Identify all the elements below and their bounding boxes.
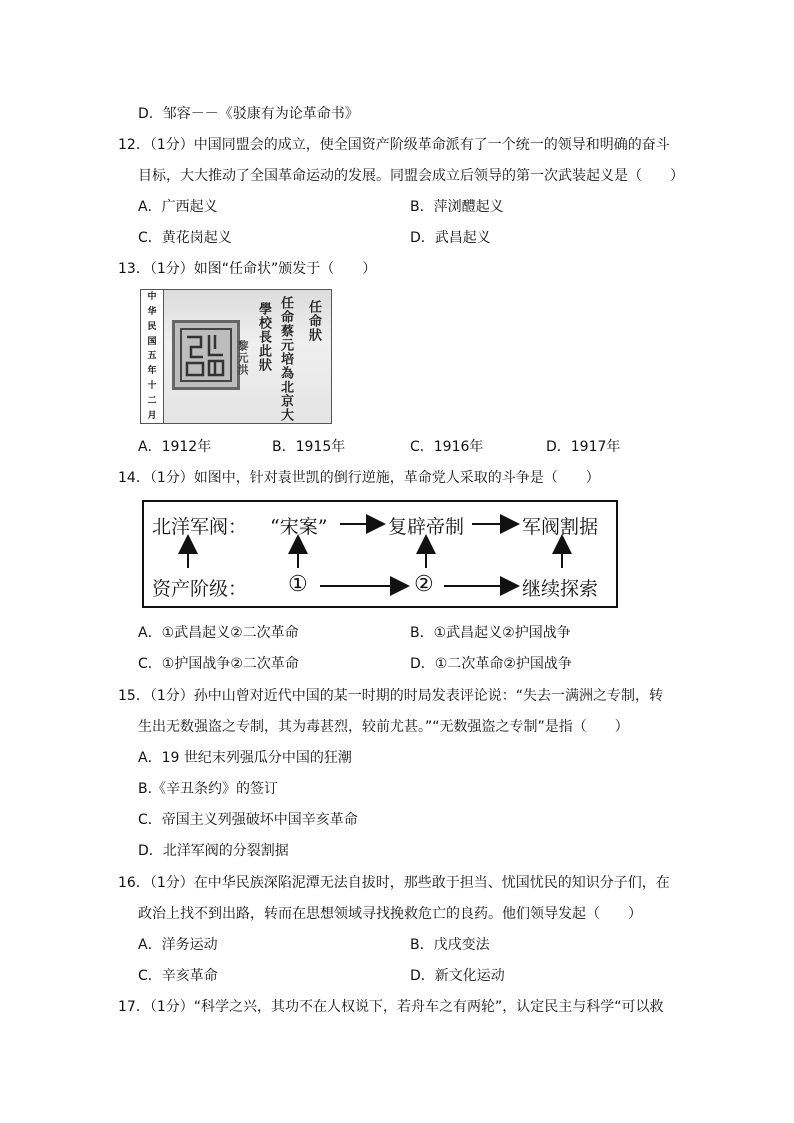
certificate-date-char: 民: [147, 321, 157, 332]
q12-option-b: B．萍浏醴起义: [410, 199, 504, 215]
certificate-date-char: 国: [147, 336, 157, 347]
q16-option-c: C．辛亥革命: [138, 968, 218, 984]
certificate-signature: 黎元洪: [236, 340, 249, 376]
q12-option-a: A．广西起义: [138, 199, 218, 215]
certificate-date-char: 中: [147, 292, 157, 303]
q13-option-d: D．1917年: [546, 439, 621, 455]
q13-option-b: B．1915年: [272, 439, 346, 455]
certificate-date-char: 二: [147, 395, 157, 406]
diagram-top-label: 北洋军阀：: [152, 516, 248, 538]
q12-option-c: C．黄花岗起义: [138, 230, 232, 246]
q16-option-b: B．戊戌变法: [410, 937, 490, 953]
seal-pattern-icon: [179, 327, 233, 383]
q16-stem-line2: 政治上找不到出路，转而在思想领域寻找挽救危亡的良药。他们领导发起（ ）: [138, 906, 642, 922]
q14-stem-line1: 14．（1分）如图中，针对袁世凯的倒行逆施，革命党人采取的斗争是（ ）: [118, 470, 600, 486]
q14-option-b: B．①武昌起义②护国战争: [410, 625, 571, 641]
certificate-text-col2: 任命蔡元培為北京大: [278, 296, 293, 422]
diagram-node-continue: 继续探索: [522, 578, 599, 600]
certificate-date-char: 五: [147, 351, 157, 362]
q15-option-d: D．北洋军阀的分裂割据: [138, 843, 289, 859]
q14-option-d: D．①二次革命②护国战争: [410, 656, 572, 672]
certificate-date-char: 月: [147, 410, 157, 421]
q13-stem-line1: 13．（1分）如图“任命状”颁发于（ ）: [118, 261, 377, 277]
q13-option-c: C．1916年: [410, 439, 484, 455]
q13-option-a: A．1912年: [138, 439, 212, 455]
appointment-certificate-image: [140, 289, 332, 424]
diagram-bottom-label: 资产阶级：: [152, 578, 248, 600]
diagram-node-song-case: “宋案”: [270, 516, 328, 538]
struggle-flow-diagram: [142, 500, 618, 608]
certificate-title: 任命狀: [306, 300, 321, 342]
certificate-date-column: [141, 290, 164, 423]
q12-stem-line2: 目标，大大推动了全国革命运动的发展。同盟会成立后领导的第一次武装起义是（ ）: [138, 168, 684, 184]
diagram-node-1: ①: [288, 572, 308, 597]
diagram-arrows: [144, 502, 616, 606]
q16-option-a: A．洋务运动: [138, 937, 218, 953]
diagram-node-2: ②: [414, 572, 434, 597]
certificate-date-char: 华: [147, 307, 157, 318]
q12-option-d: D．武昌起义: [410, 230, 491, 246]
q15-option-a: A．19 世纪末列强瓜分中国的狂潮: [138, 750, 352, 766]
certificate-text-col3: 學校長此狀: [256, 302, 271, 372]
q15-stem-line2: 生出无数强盗之专制，其为毒甚烈，较前尤甚。”“无数强盗之专制”是指（ ）: [138, 719, 629, 735]
q14-option-a: A．①武昌起义②二次革命: [138, 625, 299, 641]
q16-stem-line1: 16．（1分）在中华民族深陷泥潭无法自拔时，那些敢于担当、忧国忧民的知识分子们，在: [118, 875, 670, 891]
diagram-node-restoration: 复辟帝制: [388, 516, 465, 538]
certificate-date-char: 十: [147, 380, 157, 391]
q15-stem-line1: 15．（1分）孙中山曾对近代中国的某一时期的时局发表评论说：“失去一满洲之专制，转: [118, 688, 663, 704]
official-seal: [172, 320, 240, 390]
q15-option-c: C．帝国主义列强破坏中国辛亥革命: [138, 812, 358, 828]
certificate-body: [164, 290, 331, 423]
q15-option-b: B.《辛丑条约》的签订: [138, 781, 279, 797]
q11-option-d: D．邹容－－《驳康有为论革命书》: [138, 106, 359, 122]
certificate-date-char: 年: [147, 366, 157, 377]
q16-option-d: D．新文化运动: [410, 968, 505, 984]
q12-stem-line1: 12．（1分）中国同盟会的成立，使全国资产阶级革命派有了一个统一的领导和明确的奋斗: [118, 137, 670, 153]
diagram-node-warlords: 军阀割据: [522, 516, 599, 538]
q14-option-c: C．①护国战争②二次革命: [138, 656, 299, 672]
q17-stem-line1: 17．（1分）“科学之兴，其功不在人权说下，若舟车之有两轮”，认定民主与科学“可以救: [118, 999, 664, 1015]
